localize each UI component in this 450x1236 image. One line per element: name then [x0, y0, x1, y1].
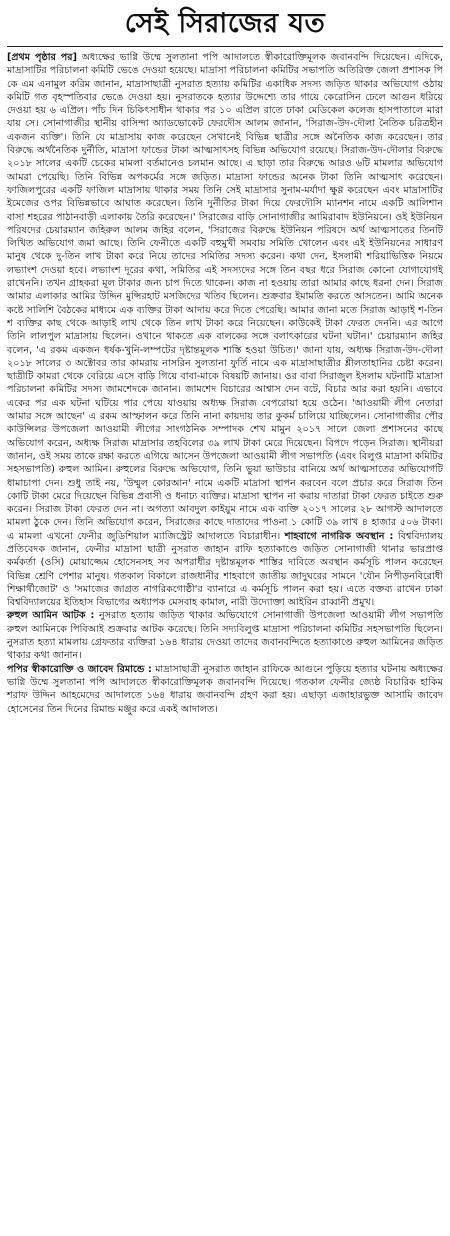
section-text: বিশ্ববিদ্যালয় প্রতিবেদক জানান, ফেনীর মাদ্রাসা ছাত্রী নুসরাত জাহান রাফি হত্যাকাণ্ডে জড়িত সোনাগাজী থানার ভারপ্রাপ্ত কর্মকর্তা (ওসি) মোয়াজ্জেম হোসেনসহ সব অপরাধীর দৃষ্টান্তমূলক শাস্তির দাবিতে অবস্থান কর্মসূচি পালন করেছেন বিভিন্ন শ্রেণি পেশার মানুষ। গতকাল বিকালে রাজধানীর শাহবাগে জাতীয় জাদুঘরের সামনে 'যৌন নিপীড়নবিরোধী শিক্ষার্থীজোট' ও 'সমাজের জাগ্রত নাগরিকগোষ্ঠী'র ব্যানারে এ কর্মসূচি পালন করা হয়। এতে বক্তব্য রাখেন ঢাকা বিশ্ববিদ্যালয়ের ইতিহাস বিভাগের অধ্যাপক মেসবাহ কামাল, নারী উদ্যোক্তা আইরিন রাব্বানী প্রমুখ।: [7, 530, 443, 609]
section-text: মাদ্রাসাছাত্রী নুসরাত জাহান রাফিকে আগুনে পুড়িয়ে হত্যার ঘটনায় অধ্যক্ষের ভাগ্নি উম্মে সুলতানা পপি আদালতে স্বীকারোক্তিমূলক জবানবন্দি দিয়েছে। গতকাল ফেনীর জ্যেষ্ঠ বিচারিক হাকিম শরাফ উদ্দিন আহমেদের আদালতে ১৬৪ ধারায় জবানবন্দি গ্রহণ করা হয়। এছাড়া এজাহারভুক্ত আসামি জাবেদ হোসেনের তিন দিনের রিমান্ড মঞ্জুর করে একই আদালত।: [7, 663, 443, 715]
article-paragraph: [7, 609, 443, 662]
section-lead: রুহুল আমিন আটক :: [7, 610, 95, 622]
article-paragraph: [7, 51, 443, 609]
section-text: নুসরাত হত্যায় জড়িত থাকার অভিযোগে সোনাগাজী উপজেলা আওয়ামী লীগ সভাপতি রুহুল আমিনকে পিবিআই শুক্রবার আটক করেছে। তিনি সদ্যবিলুপ্ত মাদ্রাসা পরিচালনা কমিটির সহসভাপতি ছিলেন। নুসরাত হত্যা মামলায় গ্রেফতার ব্যক্তিরা ১৬৪ ধারায় দেওয়া তাদের জবানবন্দিতে হত্যাকাণ্ডে রুহুল আমিনের জড়িত থাকার কথা জানান।: [7, 610, 443, 662]
article-body: [7, 51, 443, 716]
headline-divider: [7, 46, 443, 47]
article-paragraph-text: অধ্যক্ষের ভাগ্নি উম্মে সুলতানা পপি আদালতে স্বীকারোক্তিমূলক জবানবন্দি দিয়েছেন। এদিকে, মাদ্রাসাটির পরিচালনা কমিটি ভেঙে দেওয়া হয়েছে। মাদ্রাসা পরিচালনা কমিটির সভাপতি অতিরিক্ত জেলা প্রশাসক পি কে এম এনামুল করিম জানান, মাদ্রাসাছাত্রী নুসরাত হত্যায় কমিটির একাধিক সদস্য জড়িত থাকার অভিযোগ ওঠায় কমিটি গত বৃহস্পতিবার ভেঙে দেওয়া হয়। নুসরাতকে হত্যার উদ্দেশ্যে তার গায়ে কেরোসিন ঢেলে আগুন ধরিয়ে দেওয়া হয় ৬ এপ্রিল। পাঁচ দিন চিকিৎসাধীন থাকার পর ১০ এপ্রিল রাতে ঢাকা মেডিকেল কলেজ হাসপাতালে মারা যায় সে। সোনাগাজীর স্থানীয় বাসিন্দা অ্যাডভোকেট ফেরদৌস আলম জানান, 'সিরাজ-উদ-দৌলা নৈতিক চরিত্রহীন একজন ব্যক্তি'। তিনি যে মাদ্রাসায় কাজ করেছেন সেখানেই বিভিন্ন ছাত্রীর সঙ্গে অনৈতিক কাজ করেছেন। তার বিরুদ্ধে অর্থনৈতিক দুর্নীতি, মাদ্রাসা ফান্ডের টাকা আত্মসাৎসহ বিভিন্ন অভিযোগ রয়েছে। সিরাজ-উদ-দৌলার বিরুদ্ধে ২০১৮ সালের একটি চেকের মামলা বর্তমানেও চলমান আছে। এ ছাড়া তার বিরুদ্ধে আরও ৬টি মামলার অভিযোগ আমরা পেয়েছি। তিনি বিভিন্ন অপকর্মের সঙ্গে জড়িত। মাদ্রাসা ফান্ডের অনেক টাকা তিনি আত্মসাৎ করেছেন। ফাজিলপুরের একটি ফাজিল মাদ্রাসায় থাকার সময় তিনি সেই মাদ্রাসার সুনাম-মর্যাদা ক্ষুণ্ণ করেছেন এবং মাদ্রাসাটির ইমেজের ওপর বিভিন্নভাবে আঘাত করেছেন। তিনি দুর্নীতির টাকা দিয়ে ফেরদৌসি ম্যানশন নামে একটি আলিশান বাসা শহরের পাঠানবাড়ী এলাকায় তৈরি করেছেন।' সিরাজের বাড়ি সোনাগাজীর আমিরাবাদ ইউনিয়নে। ওই ইউনিয়ন পরিষদের চেয়ারম্যান জহিরুল আলম জহির বলেন, 'সিরাজের বিরুদ্ধে ইউনিয়ন পরিষদে অর্থ আত্মসাতের তিনটি লিখিত অভিযোগ জমা আছে। তিনি ফেনীতে একটি বহুমুখী সমবায় সমিতি খোলেন এবং এই ইউনিয়নের সাধারণ মানুষ থেকে দু-তিন লাখ টাকা করে নিয়ে তাদের সমিতির সদস্য করেন। কথা দেন, ইসলামী শরিয়াভিত্তিক নিয়মে লভ্যাংশ দেওয়া হবে। লভ্যাংশ দূরের কথা, সমিতির এই সদস্যদের সঙ্গে তিন বছর ধরে সিরাজ কোনো যোগাযোগই রাখেননি। তখন গ্রাহকরা মূল টাকার জন্য চাপ দিতে থাকেন। কাজ না হওয়ায় তারা আমার কাছে ধরনা দেন। সিরাজ আমার এলাকার আমির উদ্দিন মুন্সিরহাট মসজিদের খতিব ছিলেন। শুক্রবার ইমামতি করতে আসতেন। আমি অনেক কষ্টে সালিশি বৈঠকের মাধ্যমে এক ব্যক্তির টাকা আদায় করে দিতে পেরেছি। আমার জানা মতে সিরাজ আড়াই শ-তিন শ ব্যক্তির কাছ থেকে আড়াই লাখ থেকে তিন লাখ টাকা করে নিয়েছেন। কাউকেই টাকা ফেরত দেননি। এর আগে তিনি লালপুল মাদ্রাসায় ছিলেন। ওখানে থাকতে এক বালকের সঙ্গে বলাৎকারের ঘটনা ঘটান।' চেয়ারম্যান জহির বলেন, 'এ রকম একজন ধর্ষক-খুনি-লম্পটের দৃষ্টান্তমূলক শাস্তি হওয়া উচিত।' জানা যায়, অধ্যক্ষ সিরাজ-উদ-দৌলা ২০১৮ সালের ৩ অক্টোবর তার কামরায় নাসরিন সুলতানা ফুর্তি নামে এক মাদ্রাসাছাত্রীর শ্লীলতাহানির চেষ্টা করেন। ছাত্রীটি কামরা থেকে বেরিয়ে এসে বাড়ি গিয়ে বাবা-মাকে বিষয়টি জানায়। ওর বাবা সিরাজুল ইসলাম ঘটনাটি মাদ্রাসা পরিচালনা কমিটির সদস্য জামশেদকে জানান। জামশেদ বিচারের আশ্বাস দেন বটে, বিচার আর করা হয়নি। এভাবে একের পর এক ঘটনা ঘটিয়ে পার পেয়ে যাওয়ায় অধ্যক্ষ সিরাজ বেপরোয়া হয়ে ওঠেন। 'আওয়ামী লীগ নেতারা আমার সঙ্গে আছেন' এ রকম আস্ফালন করে তিনি নানা কায়দায় তার কুকর্ম চালিয়ে যাচ্ছিলেন। সোনাগাজীর পৌর কাউন্সিলর উপজেলা আওয়ামী লীগের সাংগঠনিক সম্পাদক শেখ মামুন ২০১৭ সালে জেলা প্রশাসনের কাছে অভিযোগ করেন, অধ্যক্ষ সিরাজ মাদ্রাসার তহবিলের ৩৯ লাখ টাকা মেরে দিয়েছেন। বিপদে পড়েন সিরাজ। স্থানীয়রা জানান, ওই সময় তাকে রক্ষা করতে এগিয়ে আসেন উপজেলা আওয়ামী লীগ সভাপতি (এবং বিলুপ্ত মাদ্রাসা কমিটির সহসভাপতি) রুহুল আমিন। রুহুলের বিরুদ্ধে অভিযোগ, তিনি ভুয়া ভাউচার বানিয়ে অর্থ আত্মসাতের অভিযোগটি ধামাচাপা দেন। শুধু তাই নয়, 'উম্মুল কোরআন' নামে একটি মাদ্রাসা স্থাপন করবেন বলে প্রচার করে সিরাজ তিন কোটি টাকা মেরে দিয়েছেন বিভিন্ন প্রবাসী ও ধনাঢ্য ব্যক্তির। মাদ্রাসা স্থাপন না করায় দাতারা টাকা ফেরত চাইতে শুরু করেন। সিরাজ টাকা ফেরত দেন না। অগত্যা আবদুল কাইয়ুম নামে এক ব্যক্তি ২০১৭ সালের ২৮ আগস্ট আদালতে মামলা ঠুকে দেন। তিনি অভিযোগ করেন, সিরাজের কাছে দাতাদের পাওনা ১ কোটি ৩৯ লাখ ৪ হাজার ৫০৬ টাকা। এ মামলা এখনো ফেনীর জুডিশিয়াল ম্যাজিস্ট্রেট আদালতে বিচারাধীন।: [7, 52, 443, 542]
section-lead: পপির স্বীকারোক্তি ও জাবেদ রিমান্ডে :: [7, 663, 152, 675]
article-headline: সেই সিরাজের যত: [124, 8, 326, 39]
article-paragraph: [7, 663, 443, 716]
continued-from-label: [প্রথম পৃষ্ঠার পর]: [7, 52, 77, 63]
section-lead: শাহবাগে নাগরিক অবস্থান :: [284, 530, 394, 542]
